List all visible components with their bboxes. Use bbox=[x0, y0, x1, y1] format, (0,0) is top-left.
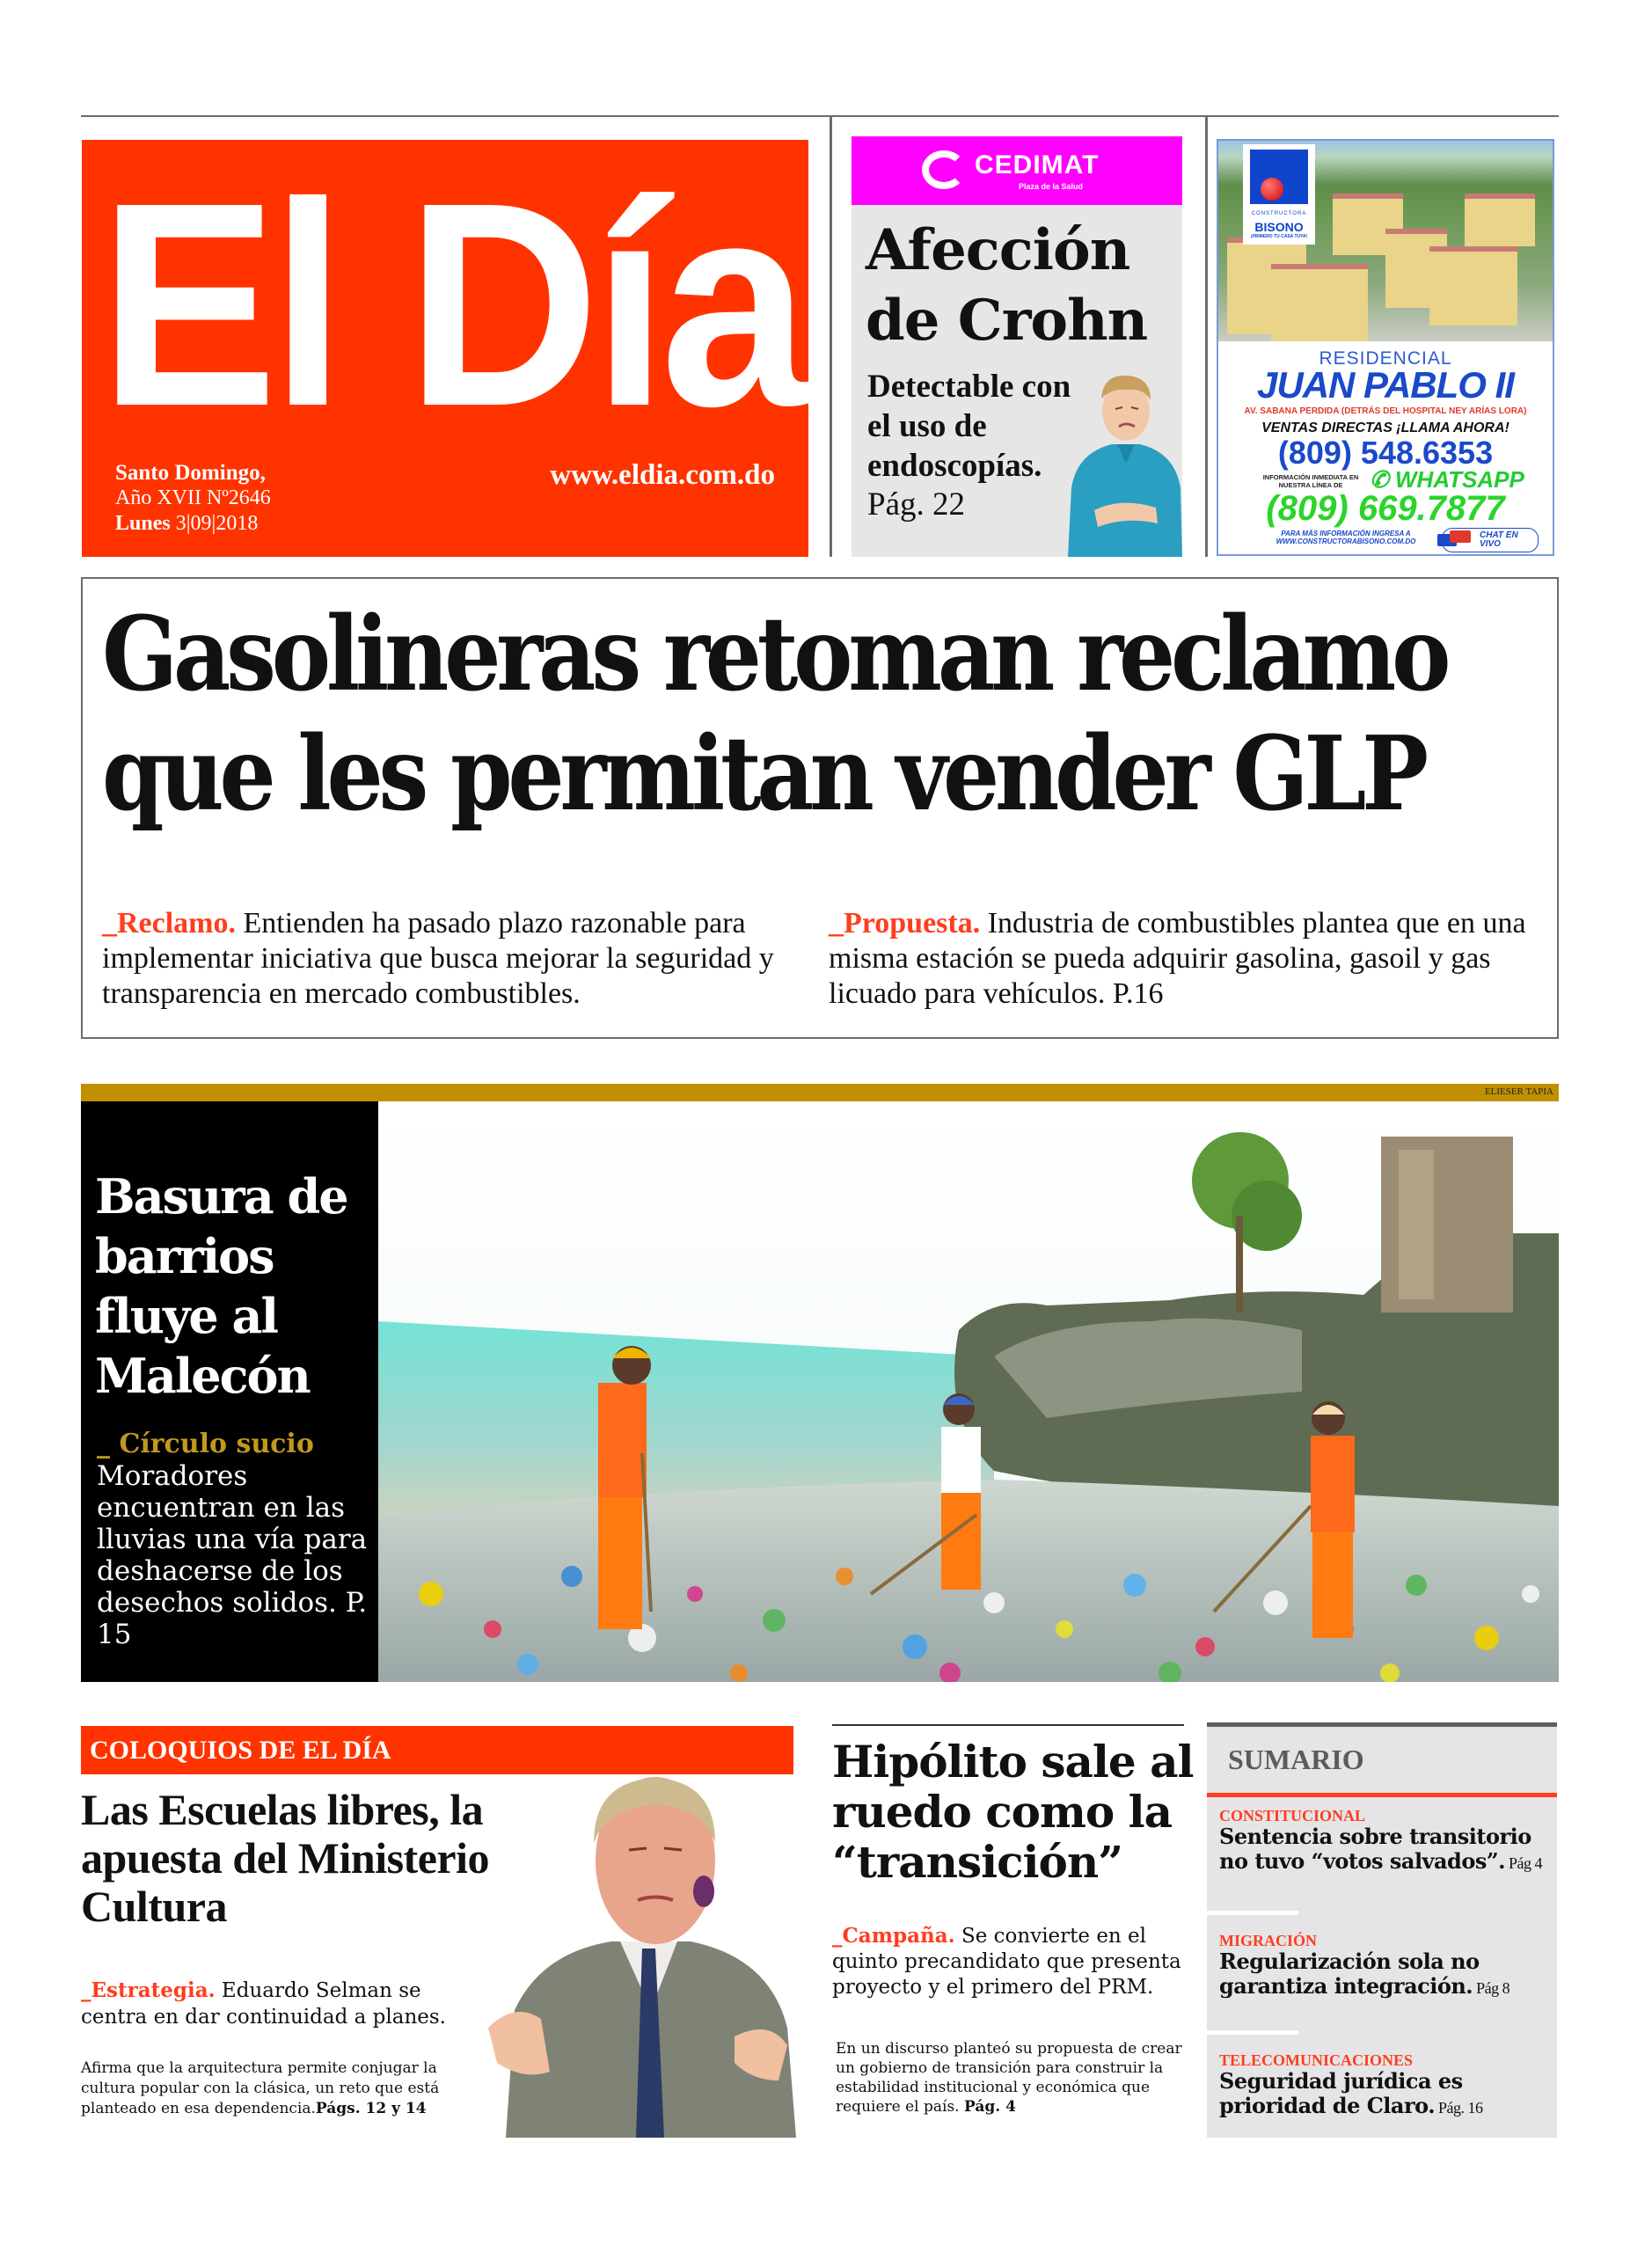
sumario-heading: SUMARIO bbox=[1228, 1744, 1364, 1775]
sumario-category: CONSTITUCIONAL bbox=[1219, 1807, 1366, 1824]
column-divider bbox=[1205, 117, 1208, 557]
dek-text: Se convierte en el quinto precandidato que presenta proyecto y el primero del PRM. bbox=[832, 1925, 1181, 1999]
website-link[interactable]: www.eldia.com.do bbox=[550, 459, 775, 491]
issue-date bbox=[115, 512, 258, 536]
ad-whatsapp-phone[interactable]: (809) 669.7877 bbox=[1266, 489, 1505, 528]
hipolito-body bbox=[836, 2039, 1196, 2117]
logo-wordmark: El Día bbox=[99, 142, 803, 466]
coloquios-body bbox=[81, 2058, 486, 2119]
sumario-title bbox=[1219, 1949, 1553, 2000]
masthead-logo[interactable] bbox=[82, 140, 808, 557]
feature-title: Basura de barrios fluye al Malecón bbox=[95, 1168, 347, 1404]
sumario-page: Pág 4 bbox=[1505, 1854, 1543, 1872]
photo-credit-bar bbox=[81, 1084, 1559, 1101]
lead-summary-left bbox=[102, 906, 806, 1012]
sumario-title-text: Regularización sola no garantiza integración. bbox=[1219, 1949, 1480, 1999]
kicker: _Propuesta. bbox=[829, 907, 981, 940]
beach-cleanup-image bbox=[378, 1101, 1559, 1682]
section-rule bbox=[832, 1724, 1184, 1726]
sumario-separator bbox=[1207, 1911, 1298, 1915]
sumario-category: TELECOMUNICACIONES bbox=[1219, 2051, 1414, 2069]
sumario-accent-rule bbox=[1207, 1793, 1557, 1797]
logo-top-text: CONSTRUCTORA bbox=[1251, 211, 1307, 216]
feature-kicker: _ Círculo sucio bbox=[97, 1429, 314, 1459]
weekday: Lunes bbox=[115, 512, 171, 535]
sumario-separator bbox=[1207, 2030, 1298, 2035]
photo-feature-text[interactable] bbox=[81, 1101, 378, 1682]
section-banner-label: COLOQUIOS DE EL DÍA bbox=[90, 1736, 391, 1765]
ad-residencial: RESIDENCIAL bbox=[1319, 348, 1452, 369]
page-ref: Pág. 4 bbox=[964, 2098, 1016, 2116]
ad-project-name: JUAN PABLO II bbox=[1257, 364, 1514, 406]
ad-constructora-bisono[interactable] bbox=[1217, 139, 1554, 556]
teaser-cedimat[interactable] bbox=[852, 136, 1182, 557]
sponsor-band bbox=[852, 136, 1182, 205]
coloquios-headline[interactable]: Las Escuelas libres, la apuesta del Ministerio Cultura bbox=[81, 1785, 489, 1931]
sumario-title bbox=[1219, 2069, 1553, 2120]
summary-text: Industria de combustibles plantea que en una misma estación se pueda adquirir gasolina, gasoil y gas licuado para vehículos. P.16 bbox=[829, 907, 1526, 1010]
teaser-title: Afección de Crohn bbox=[866, 217, 1148, 354]
teaser-page: Pág. 22 bbox=[867, 486, 965, 523]
sumario-page: Pág. 16 bbox=[1435, 2099, 1483, 2117]
ad-phone[interactable]: (809) 548.6353 bbox=[1277, 435, 1494, 471]
feature-body: Moradores encuentran en las lluvias una vía para deshacerse de los desechos solidos. P. 15 bbox=[97, 1460, 368, 1650]
page-ref: Págs. 12 y 14 bbox=[315, 2100, 427, 2117]
sumario-title-text: Seguridad jurídica es prioridad de Claro. bbox=[1219, 2068, 1463, 2118]
person-stomach-pain-image bbox=[1059, 356, 1182, 557]
sumario-title bbox=[1219, 1824, 1553, 1875]
lead-summary-right bbox=[829, 906, 1541, 1012]
red-ball-icon bbox=[1261, 178, 1283, 201]
kicker: _Reclamo. bbox=[102, 907, 237, 940]
eduardo-selman-image bbox=[488, 1746, 796, 2138]
photo-credit: ELIESER TAPIA bbox=[1484, 1086, 1553, 1097]
sumario-top-rule bbox=[1207, 1722, 1557, 1727]
ad-info: INFORMACIÓN INMEDIATA EN NUESTRA LÍNEA DE bbox=[1262, 473, 1359, 489]
sumario-item[interactable] bbox=[1219, 1932, 1553, 2000]
apartment-complex-image bbox=[1218, 141, 1553, 341]
headline-line-1: Gasolineras retoman reclamo bbox=[102, 595, 1447, 714]
chat-bubbles-icon bbox=[1437, 530, 1473, 550]
kicker: _Estrategia. bbox=[81, 1978, 216, 2002]
beach-litter-photo bbox=[378, 1101, 1559, 1682]
coloquios-dek bbox=[81, 1978, 468, 2030]
kicker: _Campaña. bbox=[832, 1924, 955, 1948]
bisono-logo bbox=[1243, 144, 1315, 245]
headline-line-2: que les permitan vender GLP bbox=[102, 714, 1424, 834]
teaser-dek: Detectable con el uso de endoscopías. bbox=[867, 369, 1071, 484]
sumario-title-text: Sentencia sobre transitorio no tuvo “votos salvados”. bbox=[1219, 1824, 1531, 1874]
whatsapp-icon: ✆ bbox=[1370, 466, 1396, 493]
sumario-category: MIGRACIÓN bbox=[1219, 1932, 1317, 1949]
logo-name: BISONO bbox=[1254, 220, 1304, 234]
sumario-item[interactable] bbox=[1219, 2051, 1553, 2120]
sumario-page: Pág 8 bbox=[1473, 1979, 1510, 1997]
ad-address: AV. SABANA PERDIDA (DETRÁS DEL HOSPITAL NEY ARÍAS LORA) bbox=[1244, 406, 1527, 416]
ad-chat-button[interactable] bbox=[1442, 528, 1539, 552]
hipolito-headline[interactable]: Hipólito sale al ruedo como la “transición” bbox=[832, 1736, 1194, 1888]
body-text: En un discurso planteó su propuesta de crear un gobierno de transición para construir la estabilidad institucional y económica que requiere el país. bbox=[836, 2040, 1182, 2116]
hipolito-dek bbox=[832, 1923, 1193, 2000]
chat-label: CHAT EN VIVO bbox=[1480, 530, 1518, 549]
logo-slogan: ¡PRIMERO TU CASA TUYA! bbox=[1250, 234, 1308, 239]
ad-sales: VENTAS DIRECTAS ¡LLAMA AHORA! bbox=[1261, 420, 1509, 435]
summary-text: Entienden ha pasado plazo razonable para implementar iniciativa que busca mejorar la seguridad y transparencia en mercado combustibles. bbox=[102, 907, 774, 1010]
cedimat-logo-icon bbox=[922, 150, 966, 189]
date-value: 3|09|2018 bbox=[175, 512, 259, 535]
sponsor-subtitle: Plaza de la Salud bbox=[1019, 182, 1084, 191]
issue-number: Año XVII Nº2646 bbox=[115, 486, 271, 509]
dateline-city: Santo Domingo, bbox=[115, 461, 266, 485]
lead-story[interactable] bbox=[81, 577, 1559, 1039]
sumario-item[interactable] bbox=[1219, 1807, 1553, 1875]
whatsapp-label: WHATSAPP bbox=[1395, 466, 1524, 493]
man-in-suit-photo bbox=[488, 1746, 796, 2138]
sponsor-name: CEDIMAT bbox=[975, 150, 1100, 179]
ad-more-info[interactable]: PARA MÁS INFORMACIÓN INGRESA A WWW.CONSTRUCTORABISONO.COM.DO bbox=[1276, 530, 1416, 545]
lead-headline bbox=[102, 595, 1447, 834]
dek-text: Eduardo Selman se centra en dar continuidad a planes. bbox=[81, 1979, 446, 2029]
column-divider bbox=[830, 117, 832, 557]
body-text: Afirma que la arquitectura permite conjugar la cultura popular con la clásica, un reto que está planteado en esa dependencia. bbox=[81, 2059, 440, 2117]
top-rule bbox=[81, 115, 1559, 117]
sumario-box bbox=[1207, 1722, 1557, 2138]
